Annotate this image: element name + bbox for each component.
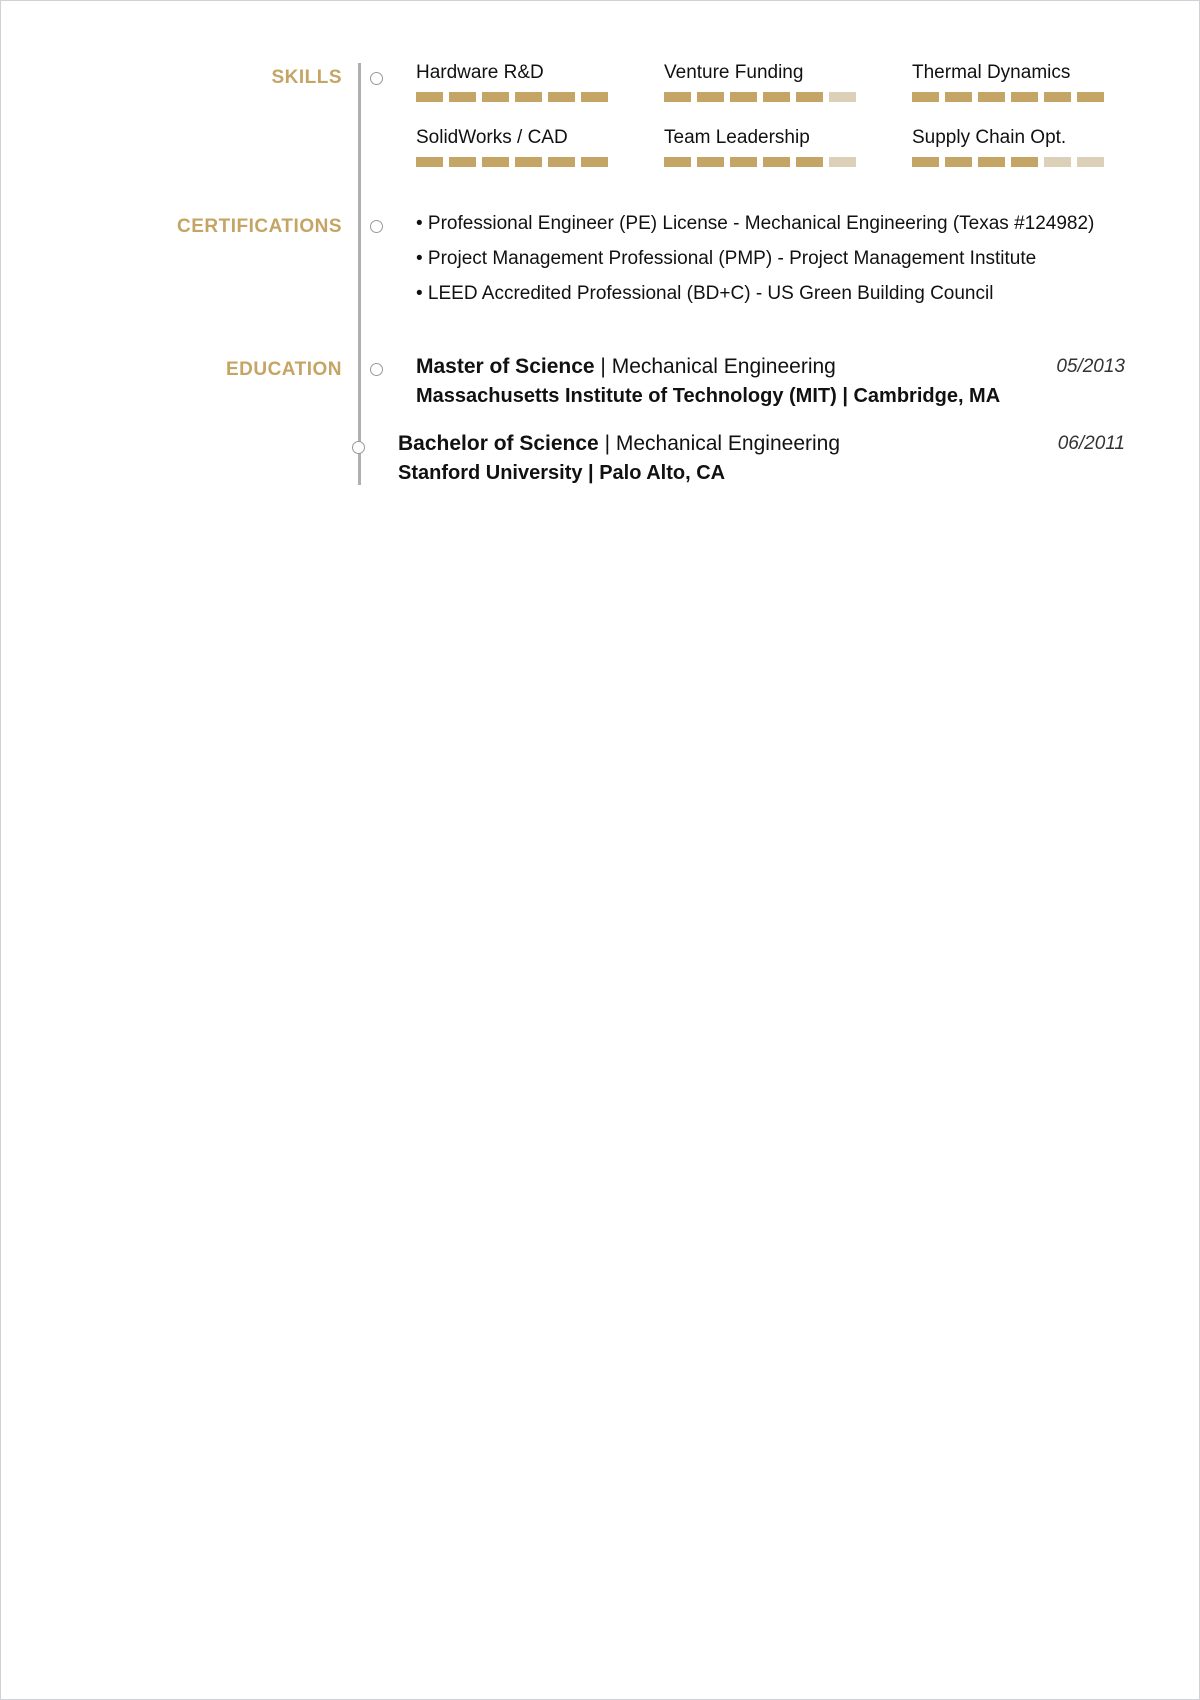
skill-level-segment-filled bbox=[664, 92, 691, 102]
skill-level-segment-filled bbox=[978, 157, 1005, 167]
skill-name: Venture Funding bbox=[664, 62, 804, 83]
skill-level-segment-filled bbox=[796, 92, 823, 102]
skill-level-segment-filled bbox=[548, 157, 575, 167]
skill-level-segment-empty bbox=[1044, 157, 1071, 167]
skill-level-segment-filled bbox=[796, 157, 823, 167]
certifications-heading: CERTIFICATIONS bbox=[177, 216, 342, 237]
skill-level-bar bbox=[912, 92, 1112, 102]
skill-level-segment-filled bbox=[548, 92, 575, 102]
skill-level-segment-filled bbox=[763, 92, 790, 102]
education-entry bbox=[416, 354, 1125, 409]
skill-level-segment-filled bbox=[1044, 92, 1071, 102]
education-heading: EDUCATION bbox=[225, 359, 342, 380]
skill-level-bar bbox=[416, 92, 616, 102]
graduation-date: 05/2013 bbox=[1056, 356, 1125, 377]
skill-level-segment-filled bbox=[730, 157, 757, 167]
education-timeline-node bbox=[370, 363, 383, 376]
certifications-timeline-node bbox=[370, 220, 383, 233]
skill-level-segment-filled bbox=[449, 157, 476, 167]
skill-item bbox=[664, 61, 864, 102]
skill-level-bar bbox=[664, 157, 864, 167]
skill-level-segment-filled bbox=[515, 157, 542, 167]
skill-name: Team Leadership bbox=[664, 127, 810, 148]
school-name: Massachusetts Institute of Technology (MIT) | Cambridge, MA bbox=[416, 385, 1001, 407]
degree-separator: | bbox=[594, 355, 612, 378]
skill-level-segment-filled bbox=[449, 92, 476, 102]
skill-item bbox=[912, 61, 1112, 102]
skill-level-segment-filled bbox=[697, 92, 724, 102]
skill-item bbox=[416, 126, 616, 167]
skill-level-segment-filled bbox=[1011, 92, 1038, 102]
skill-level-segment-filled bbox=[763, 157, 790, 167]
skill-level-segment-filled bbox=[515, 92, 542, 102]
skill-level-segment-filled bbox=[730, 92, 757, 102]
skills-heading: SKILLS bbox=[271, 67, 342, 88]
skill-level-bar bbox=[912, 157, 1112, 167]
degree-title: Master of Science bbox=[416, 355, 595, 378]
skill-name: Hardware R&D bbox=[416, 62, 544, 83]
skill-level-segment-filled bbox=[664, 157, 691, 167]
skill-item bbox=[912, 126, 1112, 167]
education-secondary-node bbox=[352, 441, 365, 454]
skill-level-segment-filled bbox=[581, 157, 608, 167]
skill-level-segment-filled bbox=[416, 92, 443, 102]
skill-level-segment-filled bbox=[945, 92, 972, 102]
skill-level-segment-filled bbox=[912, 157, 939, 167]
skills-timeline-node bbox=[370, 72, 383, 85]
degree-field: Mechanical Engineering bbox=[611, 355, 836, 378]
skill-level-segment-filled bbox=[581, 92, 608, 102]
skill-level-segment-filled bbox=[1011, 157, 1038, 167]
certification-item: • Project Management Professional (PMP) - Project Management Institute bbox=[416, 248, 1037, 269]
skill-level-segment-filled bbox=[978, 92, 1005, 102]
skill-level-bar bbox=[416, 157, 616, 167]
skill-level-segment-filled bbox=[482, 157, 509, 167]
degree-title: Bachelor of Science bbox=[398, 432, 599, 455]
school-name: Stanford University | Palo Alto, CA bbox=[398, 462, 726, 484]
skill-level-segment-empty bbox=[829, 157, 856, 167]
skill-name: Thermal Dynamics bbox=[912, 62, 1071, 83]
certifications-list bbox=[416, 212, 1136, 317]
skill-level-segment-empty bbox=[1077, 157, 1104, 167]
timeline-line bbox=[358, 63, 361, 485]
education-entry bbox=[398, 431, 1125, 486]
certification-item: • LEED Accredited Professional (BD+C) - US Green Building Council bbox=[416, 283, 994, 304]
skill-level-segment-filled bbox=[416, 157, 443, 167]
degree-separator: | bbox=[598, 432, 616, 455]
skill-level-segment-filled bbox=[945, 157, 972, 167]
skill-level-segment-empty bbox=[829, 92, 856, 102]
skill-item bbox=[664, 126, 864, 167]
skill-level-bar bbox=[664, 92, 864, 102]
certification-item: • Professional Engineer (PE) License - Mechanical Engineering (Texas #124982) bbox=[416, 213, 1095, 234]
skill-item bbox=[416, 61, 616, 102]
skill-name: Supply Chain Opt. bbox=[912, 127, 1067, 148]
skill-name: SolidWorks / CAD bbox=[416, 127, 568, 148]
skill-level-segment-filled bbox=[697, 157, 724, 167]
graduation-date: 06/2011 bbox=[1057, 433, 1125, 454]
skill-level-segment-filled bbox=[912, 92, 939, 102]
skill-level-segment-filled bbox=[482, 92, 509, 102]
skill-level-segment-filled bbox=[1077, 92, 1104, 102]
degree-field: Mechanical Engineering bbox=[615, 432, 841, 455]
